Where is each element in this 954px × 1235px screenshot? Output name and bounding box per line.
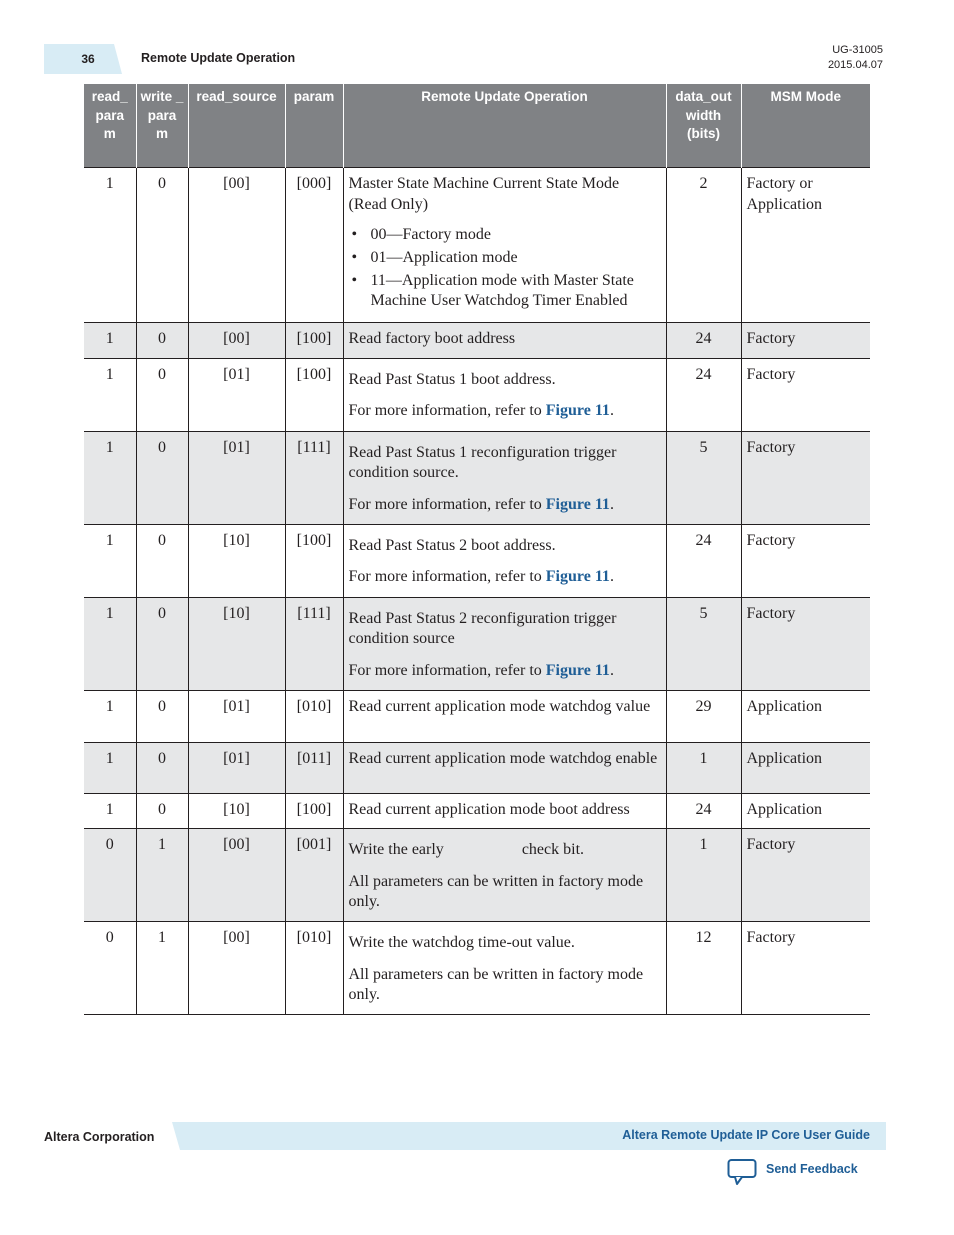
table-header-row bbox=[84, 84, 870, 168]
figure-11-link[interactable]: Figure 11 bbox=[545, 402, 610, 419]
speech-bubble-icon bbox=[727, 1158, 757, 1186]
reference-text: For more information, refer to Figure 11. bbox=[348, 568, 614, 585]
cell-width: 1 bbox=[666, 829, 741, 922]
operation-note: All parameters can be written in factory mode only. bbox=[348, 872, 644, 910]
document-id: UG-31005 bbox=[832, 44, 883, 56]
cell-width: 5 bbox=[666, 431, 741, 524]
cell-param: [100] bbox=[285, 524, 343, 597]
cell-read-source: [10] bbox=[188, 793, 285, 829]
table-row bbox=[84, 922, 870, 1015]
cell-operation: Read current application mode boot address bbox=[343, 793, 666, 829]
cell-width: 24 bbox=[666, 323, 741, 359]
cell-write-param: 0 bbox=[136, 431, 188, 524]
cell-mode: Factory bbox=[741, 431, 870, 524]
operation-text: Read Past Status 1 boot address. bbox=[348, 370, 556, 388]
list-item: • 00—Factory mode bbox=[371, 225, 661, 245]
cell-read-param: 1 bbox=[84, 431, 136, 524]
cell-param: [000] bbox=[285, 168, 343, 323]
cell-read-source: [00] bbox=[188, 323, 285, 359]
column-header-read-param: read_ para m bbox=[84, 84, 136, 168]
column-header-msm-mode: MSM Mode bbox=[741, 84, 870, 168]
operation-text: Read Past Status 1 reconfiguration trigger condition source. bbox=[348, 443, 617, 481]
cell-width: 24 bbox=[666, 524, 741, 597]
guide-title-link[interactable]: Altera Remote Update IP Core User Guide bbox=[622, 1128, 870, 1142]
cell-read-source: [00] bbox=[188, 168, 285, 323]
cell-write-param: 0 bbox=[136, 690, 188, 742]
list-item: • 01—Application mode bbox=[371, 248, 661, 268]
cell-read-param: 0 bbox=[84, 829, 136, 922]
document-id-block bbox=[828, 43, 883, 73]
cell-operation bbox=[343, 168, 666, 323]
cell-read-source: [00] bbox=[188, 829, 285, 922]
cell-param: [100] bbox=[285, 793, 343, 829]
cell-read-param: 1 bbox=[84, 323, 136, 359]
cell-read-source: [01] bbox=[188, 358, 285, 431]
cell-read-param: 0 bbox=[84, 922, 136, 1015]
cell-operation bbox=[343, 922, 666, 1015]
cell-mode: Factory bbox=[741, 597, 870, 690]
cell-width: 1 bbox=[666, 742, 741, 793]
cell-read-source: [01] bbox=[188, 431, 285, 524]
column-header-read-source: read_source bbox=[188, 84, 285, 168]
cell-write-param: 0 bbox=[136, 323, 188, 359]
figure-11-link[interactable]: Figure 11 bbox=[545, 495, 610, 513]
cell-operation: Read factory boot address bbox=[343, 323, 666, 359]
list-item: • 11—Application mode with Master State Machine User Watchdog Timer Enabled bbox=[371, 271, 661, 311]
cell-read-param: 1 bbox=[84, 524, 136, 597]
cell-write-param: 0 bbox=[136, 742, 188, 793]
cell-param: [111] bbox=[285, 431, 343, 524]
table-row bbox=[84, 829, 870, 922]
cell-write-param: 0 bbox=[136, 358, 188, 431]
operation-text: Write the watchdog time-out value. bbox=[348, 934, 575, 951]
reference-text: For more information, refer to Figure 11. bbox=[348, 402, 614, 419]
page-number: 36 bbox=[81, 52, 95, 66]
cell-width: 29 bbox=[666, 690, 741, 742]
operation-text: Master State Machine Current State Mode (Read Only) bbox=[348, 175, 620, 213]
table-row bbox=[84, 793, 870, 829]
cell-operation bbox=[343, 829, 666, 922]
operation-note: All parameters can be written in factory mode only. bbox=[348, 965, 644, 1003]
cell-mode: Factory bbox=[741, 829, 870, 922]
table-row bbox=[84, 597, 870, 690]
table-row bbox=[84, 323, 870, 359]
cell-mode: Application bbox=[741, 793, 870, 829]
cell-read-source: [10] bbox=[188, 597, 285, 690]
operation-text: Read Past Status 2 reconfiguration trigger condition source bbox=[348, 609, 617, 647]
table-row bbox=[84, 358, 870, 431]
cell-param: [001] bbox=[285, 829, 343, 922]
cell-width: 2 bbox=[666, 168, 741, 323]
cell-write-param: 1 bbox=[136, 922, 188, 1015]
cell-operation: Read current application mode watchdog value bbox=[343, 690, 666, 742]
cell-read-param: 1 bbox=[84, 690, 136, 742]
operation-text: Write the early check bit. bbox=[348, 841, 585, 858]
column-header-param: param bbox=[285, 84, 343, 168]
section-title: Remote Update Operation bbox=[141, 51, 296, 65]
reference-text: For more information, refer to Figure 11. bbox=[348, 661, 614, 679]
cell-write-param: 0 bbox=[136, 793, 188, 829]
operation-text: Read Past Status 2 boot address. bbox=[348, 536, 556, 554]
cell-write-param: 0 bbox=[136, 597, 188, 690]
figure-11-link[interactable]: Figure 11 bbox=[545, 568, 610, 585]
cell-mode: Factory bbox=[741, 922, 870, 1015]
cell-param: [010] bbox=[285, 922, 343, 1015]
cell-read-param: 1 bbox=[84, 742, 136, 793]
cell-mode: Factory bbox=[741, 524, 870, 597]
cell-mode: Factory bbox=[741, 323, 870, 359]
table-row bbox=[84, 168, 870, 323]
table-row bbox=[84, 431, 870, 524]
cell-write-param: 0 bbox=[136, 524, 188, 597]
document-date: 2015.04.07 bbox=[827, 59, 883, 71]
cell-width: 24 bbox=[666, 793, 741, 829]
cell-param: [011] bbox=[285, 742, 343, 793]
column-header-operation: Remote Update Operation bbox=[343, 84, 666, 168]
table-row bbox=[84, 690, 870, 742]
mode-list bbox=[349, 225, 661, 311]
cell-read-source: [01] bbox=[188, 690, 285, 742]
table-row bbox=[84, 742, 870, 793]
cell-operation bbox=[343, 358, 666, 431]
cell-mode: Factory or Application bbox=[741, 168, 870, 323]
column-header-write-param: write _ para m bbox=[136, 84, 188, 168]
cell-operation: Read current application mode watchdog enable bbox=[343, 742, 666, 793]
cell-operation bbox=[343, 597, 666, 690]
cell-write-param: 0 bbox=[136, 168, 188, 323]
cell-operation bbox=[343, 524, 666, 597]
cell-mode: Application bbox=[741, 742, 870, 793]
cell-read-param: 1 bbox=[84, 597, 136, 690]
cell-read-param: 1 bbox=[84, 168, 136, 323]
column-header-data-out-width: data_out width (bits) bbox=[666, 84, 741, 168]
send-feedback-link[interactable] bbox=[727, 1158, 858, 1188]
cell-read-source: [10] bbox=[188, 524, 285, 597]
company-name: Altera Corporation bbox=[44, 1130, 155, 1144]
table-row bbox=[84, 524, 870, 597]
cell-param: [111] bbox=[285, 597, 343, 690]
cell-read-source: [01] bbox=[188, 742, 285, 793]
reference-text: For more information, refer to Figure 11. bbox=[348, 495, 614, 513]
cell-mode: Factory bbox=[741, 358, 870, 431]
remote-update-operations-table bbox=[84, 84, 870, 1015]
cell-mode: Application bbox=[741, 690, 870, 742]
send-feedback-label: Send Feedback bbox=[766, 1162, 858, 1176]
cell-read-param: 1 bbox=[84, 793, 136, 829]
cell-width: 12 bbox=[666, 922, 741, 1015]
cell-param: [010] bbox=[285, 690, 343, 742]
cell-read-param: 1 bbox=[84, 358, 136, 431]
cell-param: [100] bbox=[285, 358, 343, 431]
cell-width: 5 bbox=[666, 597, 741, 690]
cell-width: 24 bbox=[666, 358, 741, 431]
cell-write-param: 1 bbox=[136, 829, 188, 922]
cell-operation bbox=[343, 431, 666, 524]
cell-param: [100] bbox=[285, 323, 343, 359]
cell-read-source: [00] bbox=[188, 922, 285, 1015]
figure-11-link[interactable]: Figure 11 bbox=[545, 661, 610, 679]
